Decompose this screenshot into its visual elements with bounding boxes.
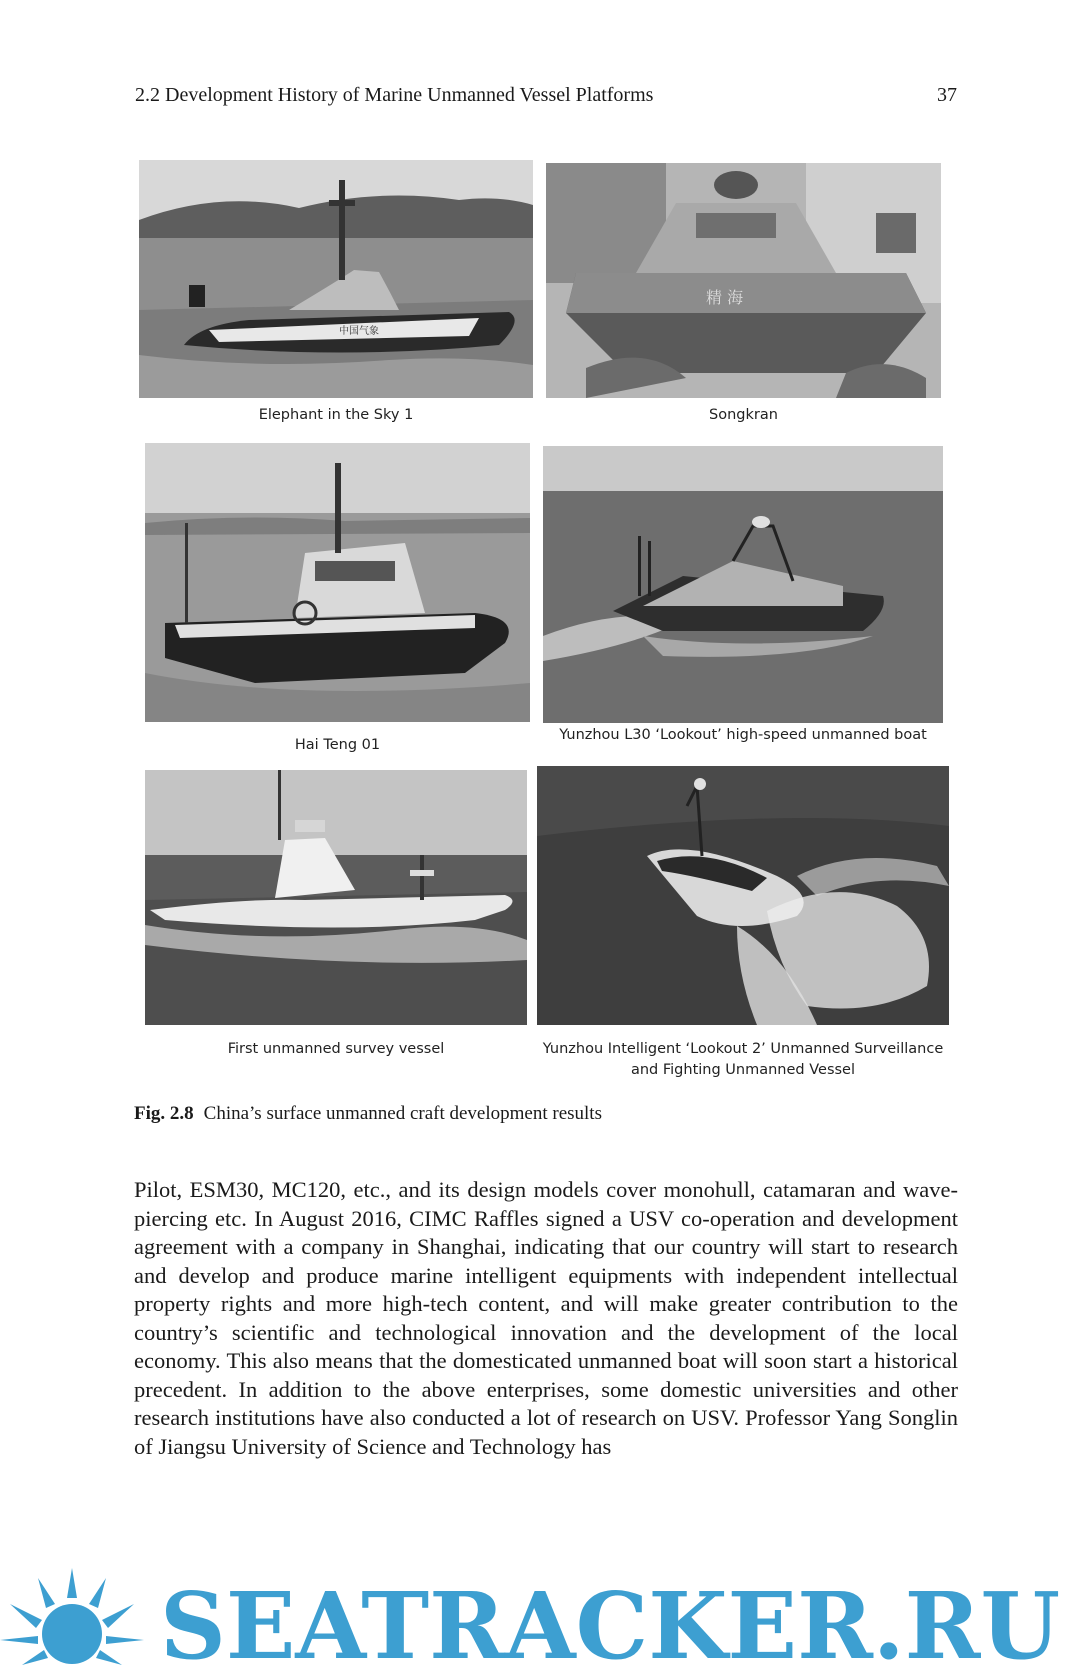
photo-yunzhou-l30	[543, 446, 943, 723]
photo-first-unmanned-survey-vessel	[145, 770, 527, 1025]
panel-caption: Yunzhou Intelligent ‘Lookout 2’ Unmanned Surveillance and Fighting Unmanned Vessel	[542, 1041, 944, 1078]
page-number: 37	[937, 84, 957, 106]
watermark	[0, 1568, 1080, 1665]
running-header	[135, 84, 957, 107]
photo-hai-teng-01	[145, 443, 530, 722]
photo-songkran	[546, 163, 941, 398]
panel-caption: Yunzhou L30 ‘Lookout’ high-speed unmanned boat	[559, 727, 927, 743]
sun-logo-icon	[0, 1568, 144, 1665]
hull-text: 中国气象	[339, 326, 379, 337]
figure-label: Fig. 2.8	[134, 1103, 194, 1124]
photo-elephant-in-the-sky	[139, 160, 533, 398]
panel-caption: Songkran	[709, 407, 778, 423]
photo-yunzhou-lookout-2	[537, 766, 949, 1025]
hull-text: 精 海	[706, 288, 744, 307]
section-title: 2.2 Development History of Marine Unmanned Vessel Platforms	[135, 84, 654, 106]
figure-caption-text: China’s surface unmanned craft development results	[203, 1103, 602, 1124]
panel-caption: Elephant in the Sky 1	[258, 407, 414, 423]
panel-caption: First unmanned survey vessel	[227, 1041, 445, 1057]
panel-caption: Hai Teng 01	[294, 737, 381, 753]
body-paragraph: Pilot, ESM30, MC120, etc., and its design models cover monohull, catamaran and wave-piercing etc. In August 2016, CIMC Raffles signed a USV co-operation and development agreement with a company in Shanghai, indicating that our country will start to research and develop and produce marine intelligent equipments with independent intellectual property rights and more high-tech content, and will make greater contribution to the country’s scientific and technological innovation and the development of the local economy. This also means that the domesticated unmanned boat will soon start a historical precedent. In addition to the above enterprises, some domestic universities and other research institutions have also conducted a lot of research on USV. Professor Yang Songlin of Jiangsu University of Science and Technology has	[134, 1177, 958, 1459]
figure-caption	[134, 1103, 602, 1125]
watermark-text: SEATRACKER.RU	[160, 1572, 1060, 1665]
